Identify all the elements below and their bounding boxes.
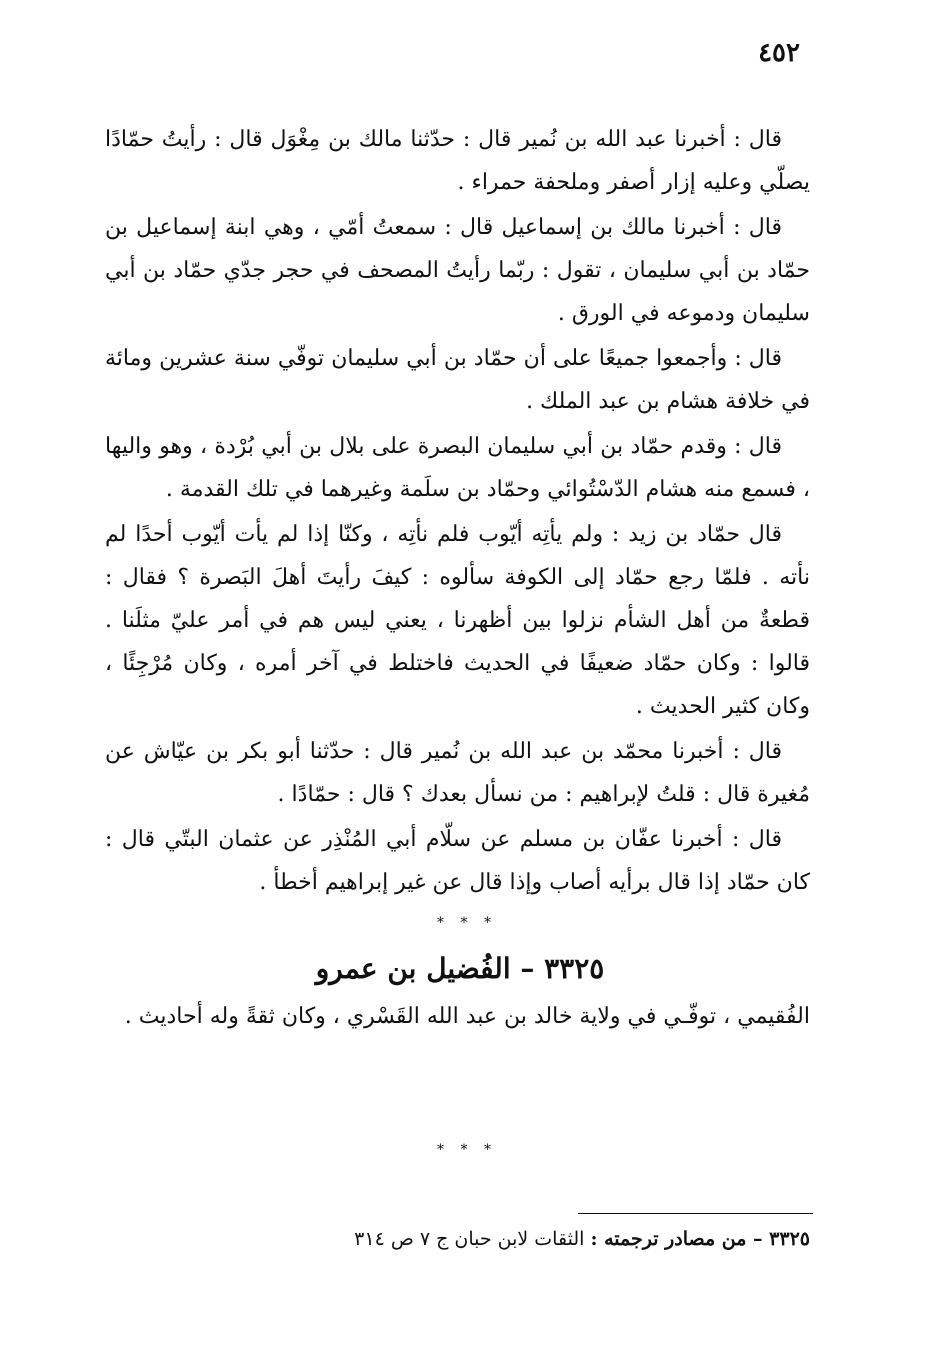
paragraph: قال : أخبرنا محمّد بن عبد الله بن نُمير قال : حدّثنا أبو بكر بن عيّاش عن مُغيرة قال : قلتُ لإبراهيم : من نسأل بعدك ؟ قال : حمّادًا . bbox=[105, 739, 810, 807]
footnote bbox=[200, 1228, 810, 1250]
paragraph: قال : أخبرنا عبد الله بن نُمير قال : حدّثنا مالك بن مِغْوَل قال : رأيتُ حمّادًا يصلّي وعليه إزار أصفر وملحفة حمراء . bbox=[105, 127, 810, 195]
paragraph: قال : وقدم حمّاد بن أبي سليمان البصرة على بلال بن أبي بُرْدة ، وهو واليها ، فسمع منه هشام الدّسْتُوائي وحمّاد بن سلَمة وغيرهما في تلك القدمة . bbox=[105, 434, 810, 502]
footnote-number: ٣٣٢٥ – من مصادر ترجمته : bbox=[590, 1228, 810, 1250]
page-number: ٤٥٢ bbox=[758, 38, 800, 68]
paragraph: قال : أخبرنا مالك بن إسماعيل قال : سمعتُ أمّي ، وهي ابنة إسماعيل بن حمّاد بن أبي سليمان ، تقول : ربّما رأيتُ المصحف في حجر جدّي حمّاد بن أبي سليمان ودموعه في الورق . bbox=[105, 215, 810, 326]
paragraph: قال حمّاد بن زيد : ولم يأتِه أيّوب فلم نأتِه ، وكنّا إذا لم يأت أيّوب أحدًا لم نأته . فلمّا رجع حمّاد إلى الكوفة سألوه : كيفَ رأيتَ أهلَ البَصرة ؟ فقال : قطعةٌ من أهل الشأم نزلوا بين أظهرنا ، يعني ليس هم في أمر عليّ مثلَنا . قالوا : وكان حمّاد ضعيفًا في الحديث فاختلط في آخر أمره ، وكان مُرْجِئًا ، وكان كثير الحديث . bbox=[105, 522, 810, 719]
section-separator-end: * * * bbox=[437, 1142, 497, 1158]
footnote-text: الثقات لابن حبان ج ٧ ص ٣١٤ bbox=[354, 1228, 585, 1250]
footnote-rule bbox=[578, 1213, 813, 1214]
entry-heading: ٣٣٢٥ – الفُضيل بن عمرو bbox=[315, 952, 605, 985]
entry-body: الفُقيمي ، توفّـي في ولاية خالد بن عبد الله القَسْري ، وكان ثقةً وله أحاديث . bbox=[124, 1004, 810, 1029]
paragraph: قال : أخبرنا عفّان بن مسلم عن سلّام أبي المُنْذِر عن عثمان البتّي قال : كان حمّاد إذا قال برأيه أصاب وإذا قال عن غير إبراهيم أخطأ . bbox=[105, 827, 810, 895]
section-separator: * * * bbox=[437, 915, 497, 931]
main-text bbox=[105, 118, 810, 906]
paragraph: قال : وأجمعوا جميعًا على أن حمّاد بن أبي سليمان توفّي سنة عشرين ومائة في خلافة هشام بن عبد الملك . bbox=[105, 346, 810, 414]
